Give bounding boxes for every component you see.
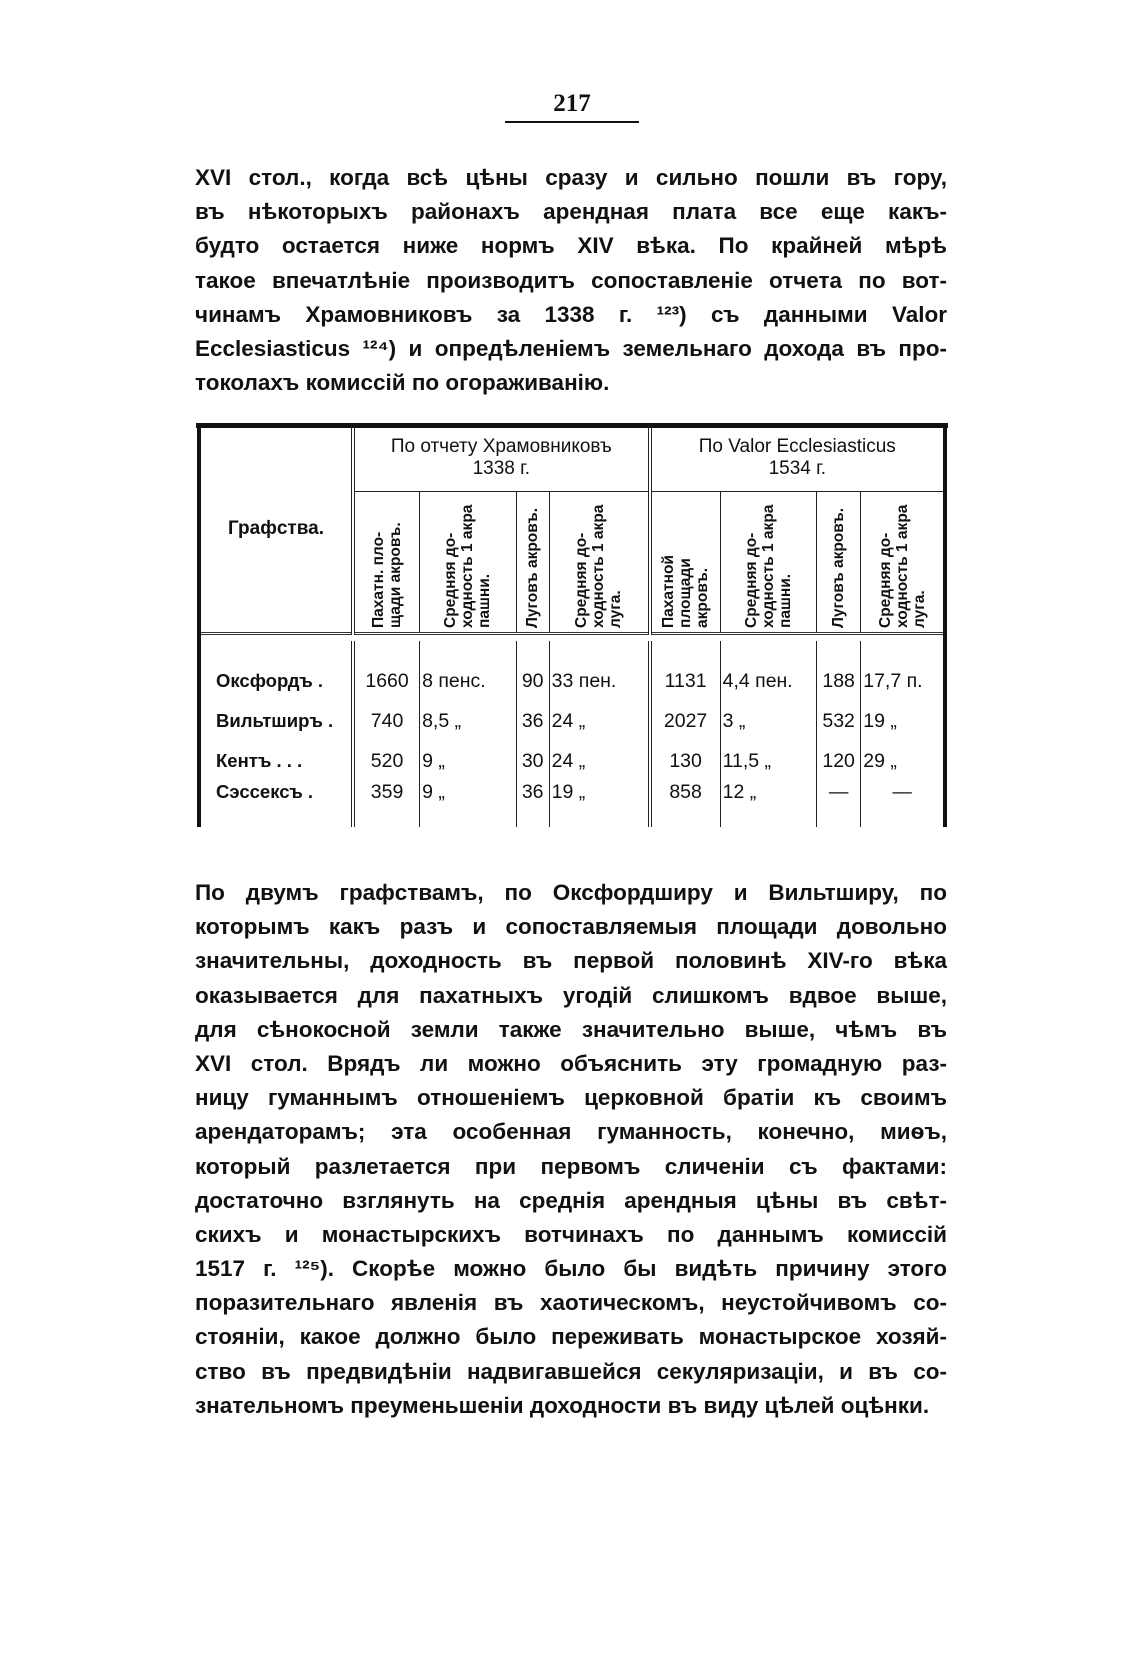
value-cell: 24 „	[549, 701, 649, 741]
value-cell: 130	[650, 741, 721, 781]
value-cell: 36	[516, 701, 549, 741]
county-cell: Сэссексъ .	[199, 781, 353, 827]
value-cell: 520	[353, 741, 420, 781]
value-cell: 8 пенс.	[420, 641, 517, 701]
column-header-text: Средняя до-ходность 1 акра луга.	[573, 504, 625, 628]
text-line: Ecclesiasticus ¹²⁴) и опредѣленіемъ земельнаго дохода въ про-	[195, 335, 947, 361]
column-header-text: Пахатной площади акровъ.	[660, 555, 712, 628]
text-line: знательномъ преуменьшеніи доходности въ виду цѣлей оцѣнки.	[195, 1392, 930, 1418]
text-line: въ нѣкоторыхъ районахъ арендная плата все еще какъ-	[195, 199, 947, 225]
value-cell: 30	[516, 741, 549, 781]
table-row	[199, 701, 945, 741]
column-header	[720, 492, 816, 634]
value-cell: 740	[353, 701, 420, 741]
column-header-text: Луговъ акровъ.	[830, 507, 848, 628]
text-line: ство въ предвидѣніи надвигавшейся секуляризаціи, и въ со-	[195, 1358, 947, 1384]
value-cell: 9 „	[420, 781, 517, 827]
value-cell: 188	[817, 641, 861, 701]
value-cell: —	[817, 781, 861, 827]
text-line: который разлетается при первомъ сличеніи съ фактами:	[195, 1153, 947, 1179]
paragraph-2	[195, 876, 947, 1423]
text-line: которымъ какъ разъ и сопоставляемыя площади довольно	[195, 914, 947, 940]
value-cell: 19 „	[861, 701, 945, 741]
value-cell: 120	[817, 741, 861, 781]
text-line: такое впечатлѣніе производитъ сопоставленіе отчета по вот-	[195, 267, 947, 293]
column-header	[420, 492, 517, 634]
column-header	[353, 492, 420, 634]
value-cell: 19 „	[549, 781, 649, 827]
value-cell: 33 пен.	[549, 641, 649, 701]
value-cell: 11,5 „	[720, 741, 816, 781]
text-line: достаточно взглянуть на среднія арендныя цѣны въ свѣт-	[195, 1187, 947, 1213]
text-line: 1517 г. ¹²⁵). Скорѣе можно было бы видѣть причину этого	[195, 1256, 947, 1282]
value-cell: 8,5 „	[420, 701, 517, 741]
county-header: Графства.	[199, 425, 353, 634]
group-header-1534	[650, 425, 945, 492]
value-cell: 532	[817, 701, 861, 741]
text-line: будто остается ниже нормъ XIV вѣка. По крайней мѣрѣ	[195, 233, 947, 259]
text-line: стояніи, какое должно было переживать монастырское хозяй-	[195, 1324, 947, 1350]
group-title: По отчету Храмовниковъ	[390, 436, 612, 457]
value-cell: 359	[353, 781, 420, 827]
table-row	[199, 641, 945, 701]
value-cell: 1660	[353, 641, 420, 701]
text-line: оказывается для пахатныхъ угодій слишкомъ вдвое выше,	[195, 982, 947, 1008]
column-header	[549, 492, 649, 634]
text-line: XVI стол. Врядъ ли можно объяснить эту громадную раз-	[195, 1050, 947, 1076]
value-cell: 1131	[650, 641, 721, 701]
column-header-text: Средняя до-ходность 1 акра луга.	[876, 504, 928, 628]
county-cell: Вильтширъ .	[199, 701, 353, 741]
value-cell: 9 „	[420, 741, 517, 781]
value-cell: 90	[516, 641, 549, 701]
value-cell: 858	[650, 781, 721, 827]
text-line: токолахъ комиссій по огораживанію.	[195, 370, 610, 396]
column-header-text: Пахатн. пло-щади акровъ.	[370, 522, 405, 628]
value-cell: 24 „	[549, 741, 649, 781]
group-year: 1534 г.	[768, 458, 826, 479]
value-cell: 2027	[650, 701, 721, 741]
value-cell: 17,7 п.	[861, 641, 945, 701]
value-cell: 29 „	[861, 741, 945, 781]
column-header	[817, 492, 861, 634]
rent-comparison-table	[197, 425, 947, 827]
page-number: 217	[505, 90, 639, 123]
table-row	[199, 741, 945, 781]
text-line: По двумъ графствамъ, по Оксфордширу и Вильтширу, по	[195, 880, 947, 905]
column-header	[516, 492, 549, 634]
group-year: 1338 г.	[472, 458, 530, 479]
table-row	[199, 781, 945, 827]
county-cell: Кентъ . . .	[199, 741, 353, 781]
text-line: ницу гуманнымъ отношеніемъ церковной братіи къ своимъ	[195, 1085, 947, 1111]
text-line: скихъ и монастырскихъ вотчинахъ по даннымъ комиссій	[195, 1221, 947, 1247]
value-cell: 4,4 пен.	[720, 641, 816, 701]
text-line: значительны, доходность въ первой половинѣ XIV-го вѣка	[195, 948, 947, 974]
column-header	[650, 492, 721, 634]
column-header-text: Средняя до-ходность 1 акра пашни.	[742, 504, 794, 628]
group-header-1338	[353, 425, 650, 492]
value-cell: —	[861, 781, 945, 827]
column-header	[861, 492, 945, 634]
text-line: поразительнаго явленія въ хаотическомъ, неустойчивомъ со-	[195, 1290, 947, 1316]
group-title: По Valor Ecclesiasticus	[698, 436, 896, 457]
text-line: для сѣнокосной земли также значительно выше, чѣмъ въ	[195, 1016, 947, 1042]
value-cell: 3 „	[720, 701, 816, 741]
text-line: арендаторамъ; эта особенная гуманность, конечно, миѳъ,	[195, 1119, 947, 1145]
value-cell: 36	[516, 781, 549, 827]
column-header-text: Средняя до-ходность 1 акра пашни.	[442, 504, 494, 628]
paragraph-1	[195, 161, 947, 400]
text-line: чинамъ Храмовниковъ за 1338 г. ¹²³) съ данными Valor	[195, 301, 947, 327]
column-header-text: Луговъ акровъ.	[524, 507, 542, 628]
value-cell: 12 „	[720, 781, 816, 827]
header-separator	[199, 634, 945, 642]
text-line: XVI стол., когда всѣ цѣны сразу и сильно пошли въ гору,	[195, 165, 947, 190]
county-cell: Оксфордъ .	[199, 641, 353, 701]
